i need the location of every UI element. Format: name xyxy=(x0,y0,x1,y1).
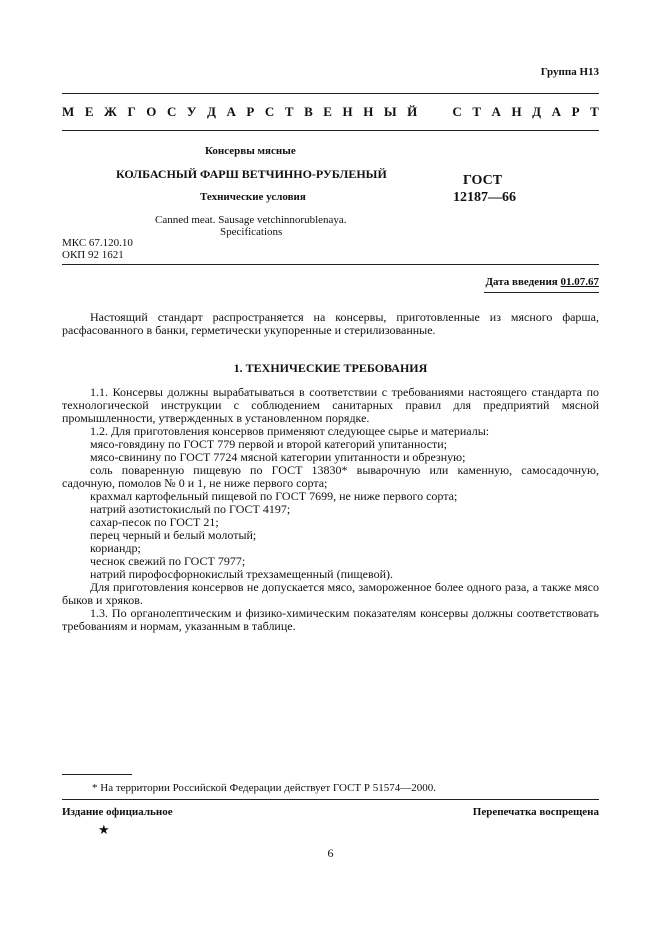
star-mark: ★ xyxy=(98,822,110,837)
product-category: Консервы мясные xyxy=(205,145,296,157)
material-item: мясо-говядину по ГОСТ 779 первой и второй категорий упитанности; xyxy=(90,437,448,451)
footer-rule xyxy=(62,799,599,800)
clause-1-2: 1.2. Для приготовления консервов применяют следующее сырье и материалы: xyxy=(90,424,490,438)
document-subtitle: Технические условия xyxy=(200,191,306,203)
effective-date-label: Дата введения xyxy=(485,276,558,288)
english-title-line1: Canned meat. Sausage vetchinnorublenaya. xyxy=(155,214,347,226)
page-number: 6 xyxy=(327,846,334,860)
reprint-prohibited: Перепечатка воспрещена xyxy=(472,806,599,818)
clause-1-1: 1.1. Консервы должны вырабатываться в соответствии с требованиями настоящего стандарта по технологической инструкции с соблюдением санитарных правил для предприятий мясной промышленности, утвержденных в установленном порядке. xyxy=(62,385,599,425)
footnote-rule xyxy=(62,774,132,775)
banner-rule xyxy=(62,130,599,131)
effective-date-value: 01.07.67 xyxy=(560,276,599,288)
material-note: Для приготовления консервов не допускается мясо, замороженное более одного раза, а также мясо быков и хряков. xyxy=(62,580,599,607)
mks-code: МКС 67.120.10 xyxy=(62,237,133,249)
material-item: перец черный и белый молотый; xyxy=(90,528,257,542)
material-item: соль поваренную пищевую по ГОСТ 13830* выварочную или каменную, самосадочную, садочную, помолов № 0 и 1, не ниже первого сорта; xyxy=(62,463,599,490)
official-edition: Издание официальное xyxy=(62,806,173,818)
material-item: мясо-свинину по ГОСТ 7724 мясной категории упитанности и обрезную; xyxy=(90,450,466,464)
material-item: кориандр; xyxy=(90,541,141,555)
intro-text: Настоящий стандарт распространяется на консервы, приготовленные из мясного фарша, расфасованного в банки, герметически укупоренные и стерилизованные. xyxy=(62,310,599,337)
intro-paragraph xyxy=(62,311,599,337)
gost-number: 12187—66 xyxy=(453,190,516,205)
material-item: чеснок свежий по ГОСТ 7977; xyxy=(90,554,246,568)
material-item: натрий пирофосфорнокислый трехзамещенный (пищевой). xyxy=(90,567,393,581)
group-code: Группа Н13 xyxy=(540,66,599,78)
footnote: * На территории Российской Федерации действует ГОСТ Р 51574—2000. xyxy=(92,782,437,794)
english-title-line2: Specifications xyxy=(220,226,283,238)
top-rule xyxy=(62,93,599,94)
title-rule xyxy=(62,264,599,265)
section-body xyxy=(62,386,599,633)
okp-code: ОКП 92 1621 xyxy=(62,249,124,261)
material-item: сахар-песок по ГОСТ 21; xyxy=(90,515,219,529)
standard-banner: М Е Ж Г О С У Д А Р С Т В Е Н Н Ы Й С Т А Н Д А Р Т xyxy=(62,104,599,119)
material-item: натрий азотистокислый по ГОСТ 4197; xyxy=(90,502,291,516)
section-heading: 1. ТЕХНИЧЕСКИЕ ТРЕБОВАНИЯ xyxy=(233,361,428,375)
effective-date xyxy=(485,276,599,288)
gost-label: ГОСТ xyxy=(463,173,503,188)
clause-1-3: 1.3. По органолептическим и физико-химическим показателям консервы должны соответствовать требованиям и нормам, указанным в таблице. xyxy=(62,606,599,633)
date-rule xyxy=(484,292,599,293)
material-item: крахмал картофельный пищевой по ГОСТ 7699, не ниже первого сорта; xyxy=(90,489,458,503)
document-title: КОЛБАСНЫЙ ФАРШ ВЕТЧИННО-РУБЛЕНЫЙ xyxy=(116,167,387,181)
